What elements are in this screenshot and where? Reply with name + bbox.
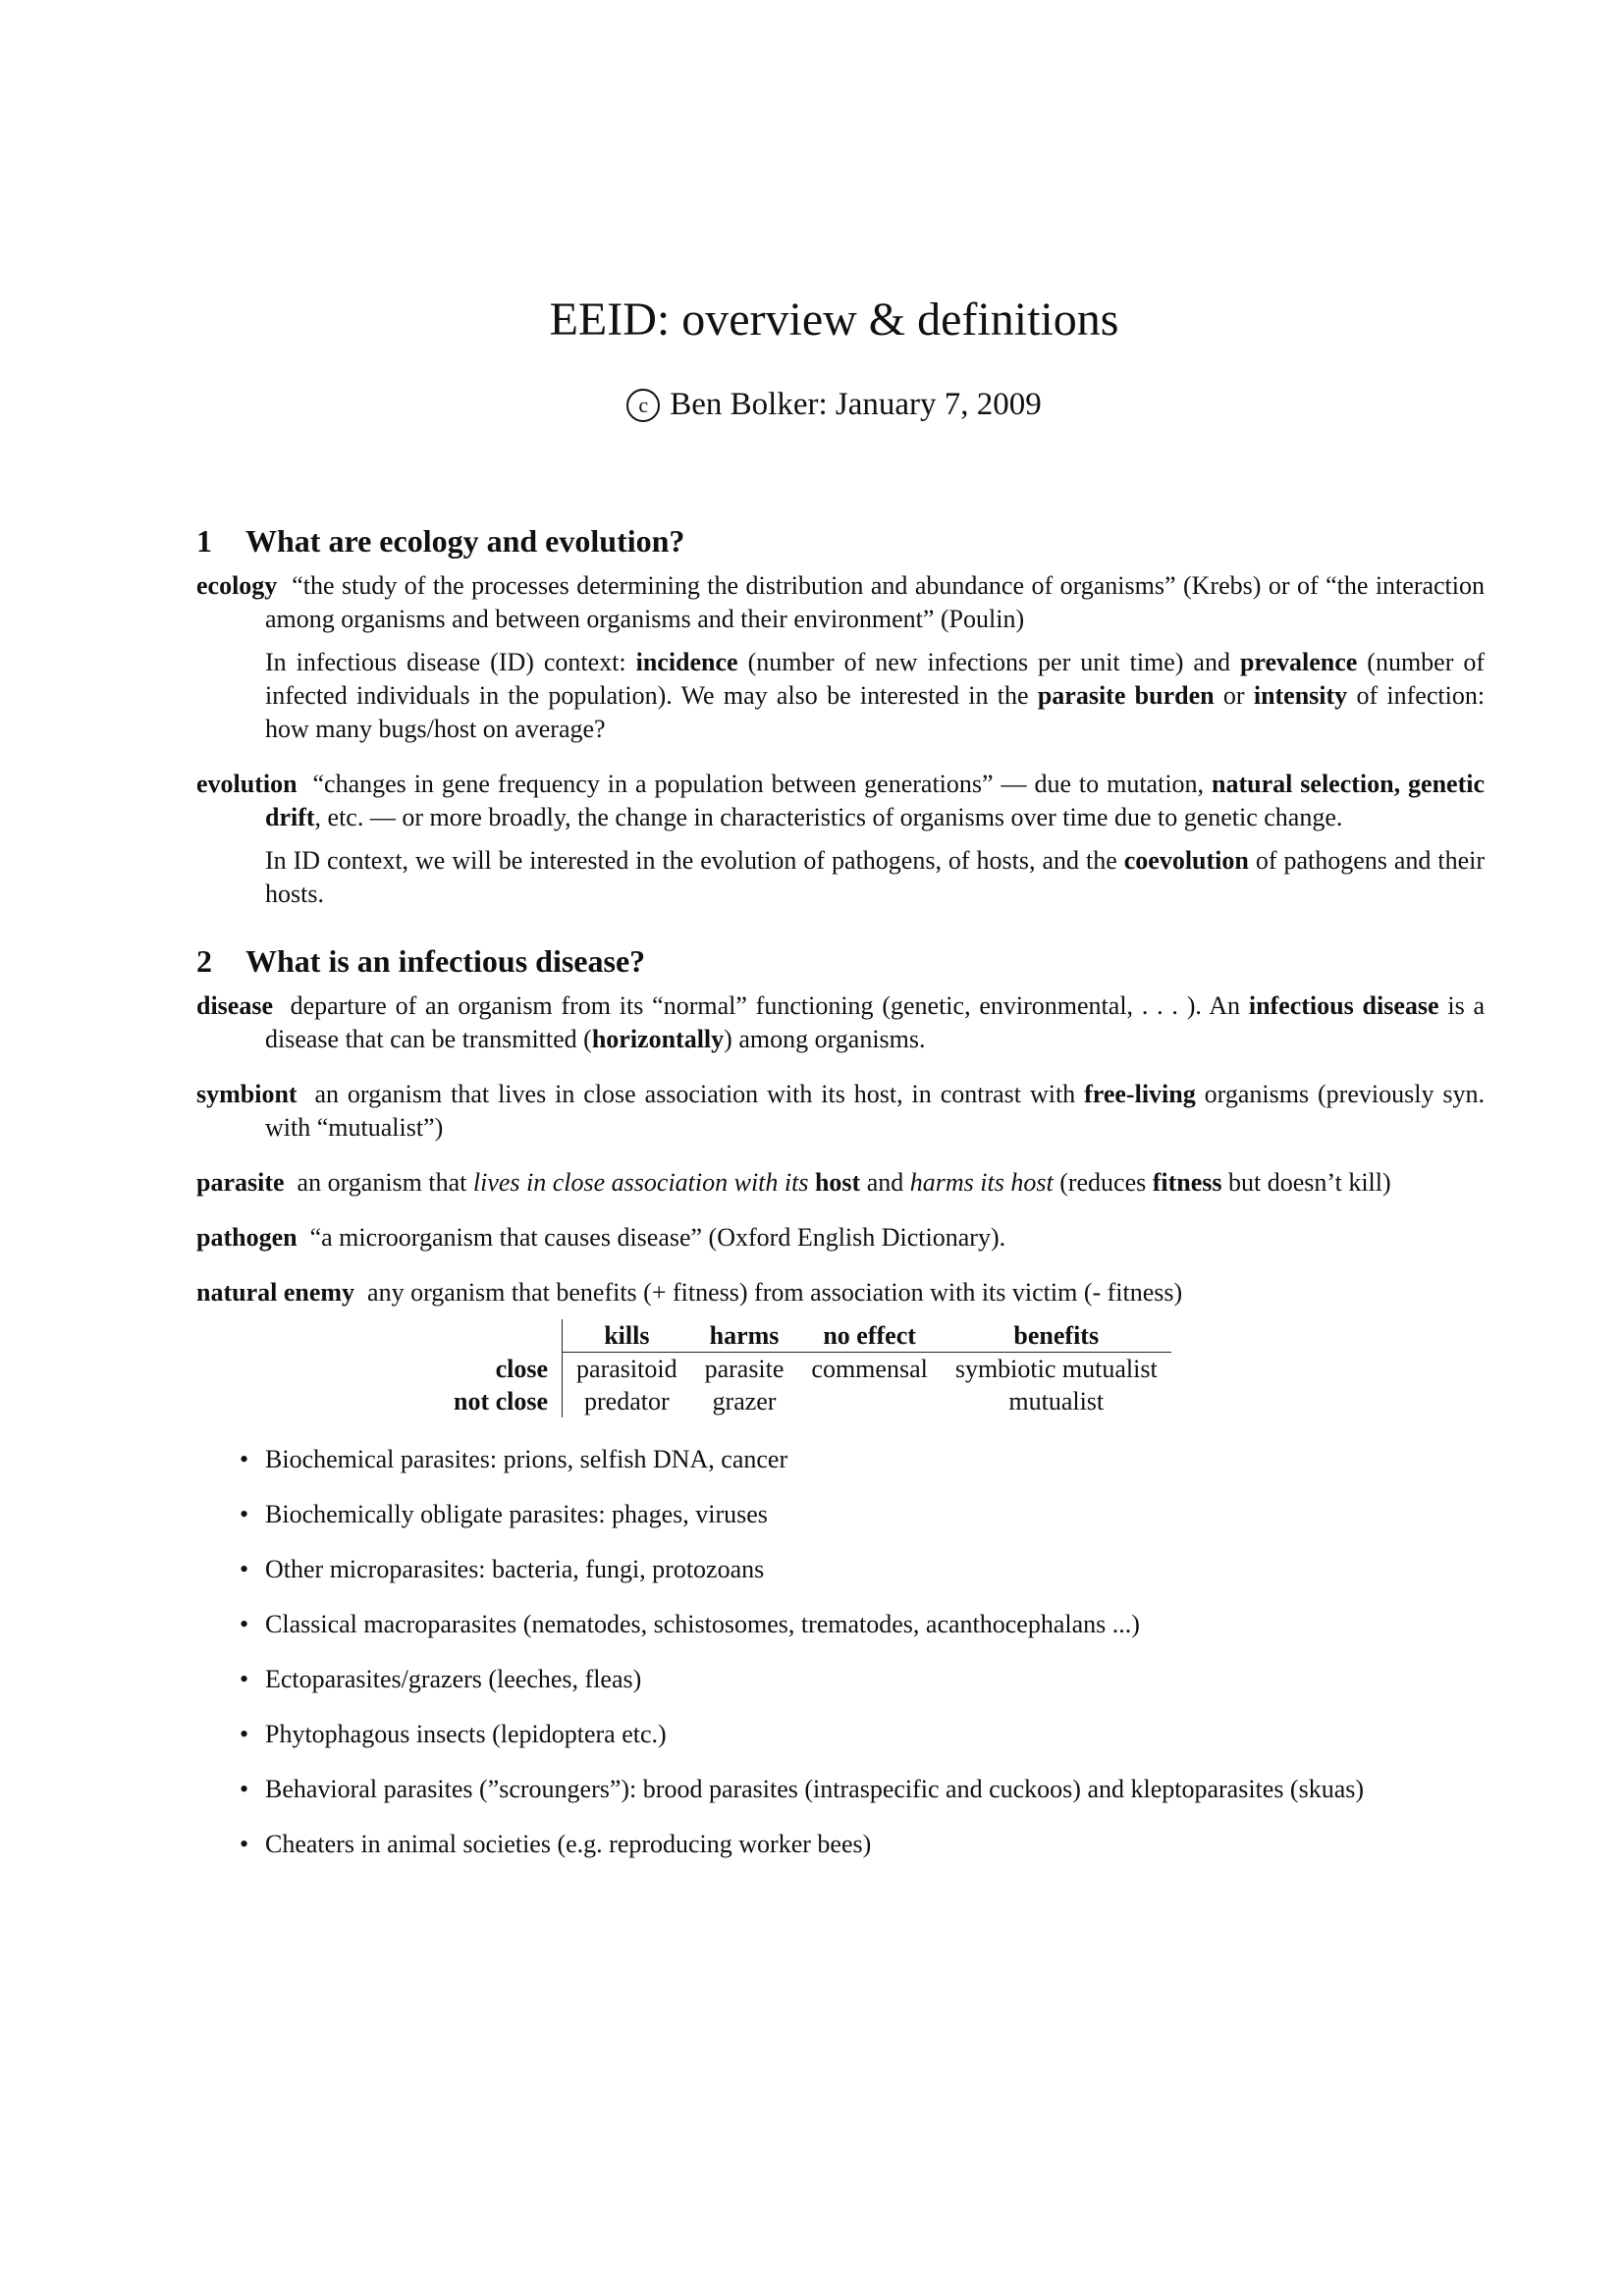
definition-pathogen bbox=[196, 1221, 1485, 1255]
parasite-types-list bbox=[196, 1443, 1485, 1861]
column-header: kills bbox=[563, 1319, 691, 1353]
row-header: close bbox=[440, 1353, 563, 1386]
table-cell: symbiotic mutualist bbox=[954, 1355, 1158, 1383]
column-header: harms bbox=[691, 1319, 798, 1353]
definition-text: is a disease that can be transmitted ( bbox=[265, 991, 1486, 1053]
table-cell: predator bbox=[584, 1387, 670, 1415]
definition-term: parasite bbox=[196, 1168, 285, 1197]
keyword-genetic-drift: genetic drift bbox=[265, 770, 1486, 831]
definition-term: pathogen bbox=[196, 1223, 298, 1252]
section-title: What is an infectious disease? bbox=[245, 943, 646, 979]
section-1-heading bbox=[196, 520, 1485, 561]
table-cell: parasite bbox=[704, 1355, 785, 1383]
definition-text: “a microorganism that causes disease” (Oxford English Dictionary). bbox=[309, 1223, 1006, 1252]
paragraph-text: of pathogens and their hosts. bbox=[265, 846, 1486, 908]
paragraph-text: (number of new infections per unit time) and bbox=[747, 648, 1230, 676]
list-item: • Other microparasites: bacteria, fungi, protozoans bbox=[240, 1553, 1485, 1586]
table-row bbox=[440, 1385, 1171, 1417]
paragraph-text: or bbox=[1222, 681, 1245, 710]
list-item: • Classical macroparasites (nematodes, schistosomes, trematodes, acanthocephalans ...) bbox=[240, 1608, 1485, 1641]
keyword-incidence: incidence bbox=[635, 648, 738, 676]
definition-text: ) among organisms. bbox=[724, 1025, 926, 1053]
table-cell bbox=[797, 1385, 941, 1417]
definition-text: any organism that benefits (+ fitness) from association with its victim (- fitness) bbox=[367, 1278, 1183, 1307]
table-header-row bbox=[440, 1319, 1171, 1353]
definition-term: disease bbox=[196, 991, 273, 1020]
author-line bbox=[44, 387, 1624, 423]
column-header: benefits bbox=[942, 1319, 1171, 1353]
emphasis-text: lives in close association with its bbox=[472, 1168, 809, 1197]
list-item: • Phytophagous insects (lepidoptera etc.) bbox=[240, 1718, 1485, 1751]
definition-term: ecology bbox=[196, 571, 278, 600]
row-header: not close bbox=[440, 1385, 563, 1417]
keyword-host: host bbox=[814, 1168, 861, 1197]
section-number: 1 bbox=[196, 523, 212, 559]
table-row bbox=[440, 1353, 1171, 1386]
list-item: • Ectoparasites/grazers (leeches, fleas) bbox=[240, 1663, 1485, 1696]
definition-parasite bbox=[196, 1166, 1485, 1200]
table-cell: parasitoid bbox=[576, 1355, 677, 1383]
keyword-parasite-burden: parasite burden bbox=[1037, 681, 1215, 710]
list-item: • Behavioral parasites (”scroungers”): brood parasites (intraspecific and cuckoos) and kleptoparasites (skuas) bbox=[240, 1773, 1485, 1806]
paragraph-text: of infection: how many bugs/host on average? bbox=[265, 681, 1486, 743]
copyright-icon: c bbox=[626, 389, 660, 422]
definition-text: , etc. — or more broadly, the change in characteristics of organisms over time due to genetic change. bbox=[314, 803, 1343, 831]
keyword-natural-selection: natural selection bbox=[1212, 770, 1394, 798]
section-title: What are ecology and evolution? bbox=[245, 523, 685, 559]
definition-text: “changes in gene frequency in a population between generations” — due to mutation, bbox=[312, 770, 1205, 798]
column-header: no effect bbox=[797, 1319, 941, 1353]
definition-natural-enemy bbox=[196, 1276, 1485, 1309]
definition-ecology bbox=[196, 569, 1485, 636]
keyword-horizontally: horizontally bbox=[591, 1025, 725, 1053]
section-2-heading bbox=[196, 940, 1485, 982]
definition-text: (reduces bbox=[1059, 1168, 1147, 1197]
table-corner bbox=[440, 1319, 563, 1353]
keyword-free-living: free-living bbox=[1084, 1080, 1196, 1108]
table-cell: commensal bbox=[811, 1355, 928, 1383]
author-text: Ben Bolker: January 7, 2009 bbox=[670, 387, 1042, 422]
list-item: • Cheaters in animal societies (e.g. reproducing worker bees) bbox=[240, 1828, 1485, 1861]
definition-term: natural enemy bbox=[196, 1278, 355, 1307]
table-cell: mutualist bbox=[1008, 1387, 1105, 1415]
definition-text: and bbox=[866, 1168, 904, 1197]
definition-text: but doesn’t kill) bbox=[1228, 1168, 1391, 1197]
definition-text: “the study of the processes determining the distribution and abundance of organisms” (Krebs) or of “the interaction among organisms and between organisms and their environment” (Poulin) bbox=[265, 571, 1486, 633]
definition-text: organisms (previously syn. with “mutualist”) bbox=[265, 1080, 1485, 1142]
definition-text: departure of an organism from its “normal” functioning (genetic, environmental, . . . ). An bbox=[290, 991, 1241, 1020]
ecology-id-context bbox=[265, 646, 1485, 746]
keyword-coevolution: coevolution bbox=[1123, 846, 1249, 875]
keyword-infectious-disease: infectious disease bbox=[1248, 991, 1439, 1020]
definition-symbiont bbox=[196, 1078, 1485, 1145]
keyword-prevalence: prevalence bbox=[1239, 648, 1358, 676]
definition-term: evolution bbox=[196, 770, 298, 798]
list-item: • Biochemical parasites: prions, selfish DNA, cancer bbox=[240, 1443, 1485, 1476]
definition-text: an organism that bbox=[297, 1168, 467, 1197]
emphasis-text: harms its host bbox=[909, 1168, 1054, 1197]
table-cell: grazer bbox=[712, 1387, 777, 1415]
document-body bbox=[196, 520, 1485, 1883]
interaction-table bbox=[440, 1319, 1171, 1417]
evolution-id-context bbox=[265, 844, 1485, 911]
list-item: • Biochemically obligate parasites: phages, viruses bbox=[240, 1498, 1485, 1531]
definition-evolution bbox=[196, 768, 1485, 834]
punctuation: , bbox=[1393, 770, 1401, 798]
paragraph-text: In ID context, we will be interested in the evolution of pathogens, of hosts, and the bbox=[265, 846, 1117, 875]
definition-text: an organism that lives in close association with its host, in contrast with bbox=[314, 1080, 1076, 1108]
section-number: 2 bbox=[196, 943, 212, 979]
paragraph-text: (number of infected individuals in the population). We may also be interested in the bbox=[265, 648, 1486, 710]
paragraph-text: In infectious disease (ID) context: bbox=[265, 648, 626, 676]
definition-disease bbox=[196, 989, 1485, 1056]
document-title: EEID: overview & definitions bbox=[549, 294, 1119, 346]
keyword-fitness: fitness bbox=[1152, 1168, 1222, 1197]
keyword-intensity: intensity bbox=[1253, 681, 1348, 710]
definition-term: symbiont bbox=[196, 1080, 298, 1108]
